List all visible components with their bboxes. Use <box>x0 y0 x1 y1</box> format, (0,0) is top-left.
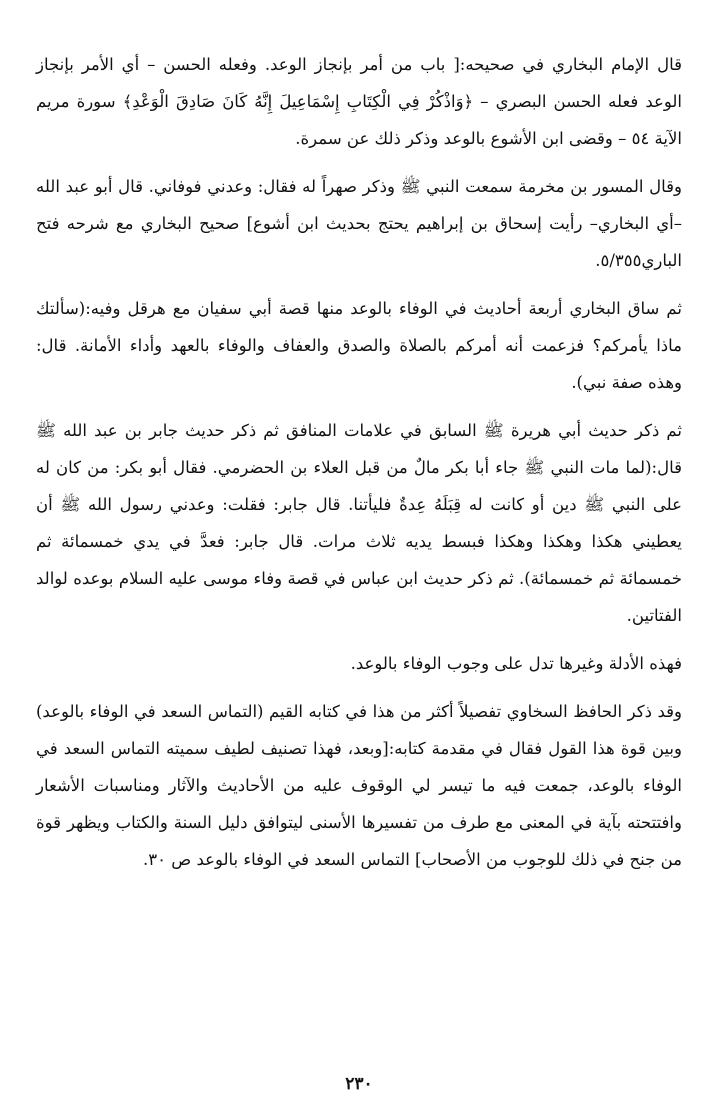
paragraph-heraclius-story: ثم ساق البخاري أربعة أحاديث في الوفاء بالوعد منها قصة أبي سفيان مع هرقل وفيه:(سألتك ماذا يأمركم؟ فزعمت أنه أمركم بالصلاة والصدق والعفاف والوفاء بالعهد وأداء الأمانة. قال: وهذه صفة نبي). <box>36 299 682 392</box>
paragraph-sakhawi: وقد ذكر الحافظ السخاوي تفصيلاً أكثر من هذا في كتابه القيم (التماس السعد في الوفاء بالوعد) وبين قوة هذا القول فقال في مقدمة كتابه:[وبعد، فهذا تصنيف لطيف سميته التماس السعد في الوفاء بالوعد، جمعت فيه ما تيسر لي الوقوف عليه من الأحاديث والآثار ومناسبات الأشعار وافتتحته بآية في المعنى مع طرف من تفسيرها الأسنى ليتوافق دليل السنة والكتاب ويظهر قوة من جنح في ذلك للوجوب من الأصحاب] التماس السعد في الوفاء بالوعد ص ٣٠. <box>36 702 682 869</box>
paragraph-conclusion: فهذه الأدلة وغيرها تدل على وجوب الوفاء بالوعد. <box>350 654 682 673</box>
paragraph-jabir-hadith: ثم ذكر حديث أبي هريرة ﷺ السابق في علامات المنافق ثم ذكر حديث جابر بن عبد الله ﷺ قال:(لما مات النبي ﷺ جاء أبا بكر مالٌ من قبل العلاء بن الحضرمي. فقال أبو بكر: من كان له على النبي ﷺ دين أو كانت له قِبَلَهُ عِدةٌ فليأتنا. قال جابر: فقلت: وعدني رسول الله ﷺ أن يعطيني هكذا وهكذا وهكذا فبسط يديه ثلاث مرات. قال جابر: فعدَّ في يدي خمسمائة ثم خمسمائة ثم خمسمائة). ثم ذكر حديث ابن عباس في قصة وفاء موسى عليه السلام بوعده لوالد الفتاتين. <box>36 421 682 625</box>
paragraph-bukhari-chapter: قال الإمام البخاري في صحيحه:[ باب من أمر بإنجاز الوعد. وفعله الحسن – أي الأمر بإنجاز الوعد فعله الحسن البصري – ﴿وَاذْكُرْ فِي الْكِتَابِ إِسْمَاعِيلَ إِنَّهُ كَانَ صَادِقَ الْوَعْدِ﴾ سورة مريم الآية ٥٤ – وقضى ابن الأشوع بالوعد وذكر ذلك عن سمرة. <box>36 55 682 148</box>
page-number: ٢٣٠ <box>345 1074 373 1094</box>
paragraph-miswar-hadith: وقال المسور بن مخرمة سمعت النبي ﷺ وذكر صهراً له فقال: وعدني فوفاني. قال أبو عبد الله –أي البخاري– رأيت إسحاق بن إبراهيم يحتج بحديث ابن أشوع] صحيح البخاري مع شرحه فتح الباري٥/٣٥٥. <box>36 177 682 270</box>
